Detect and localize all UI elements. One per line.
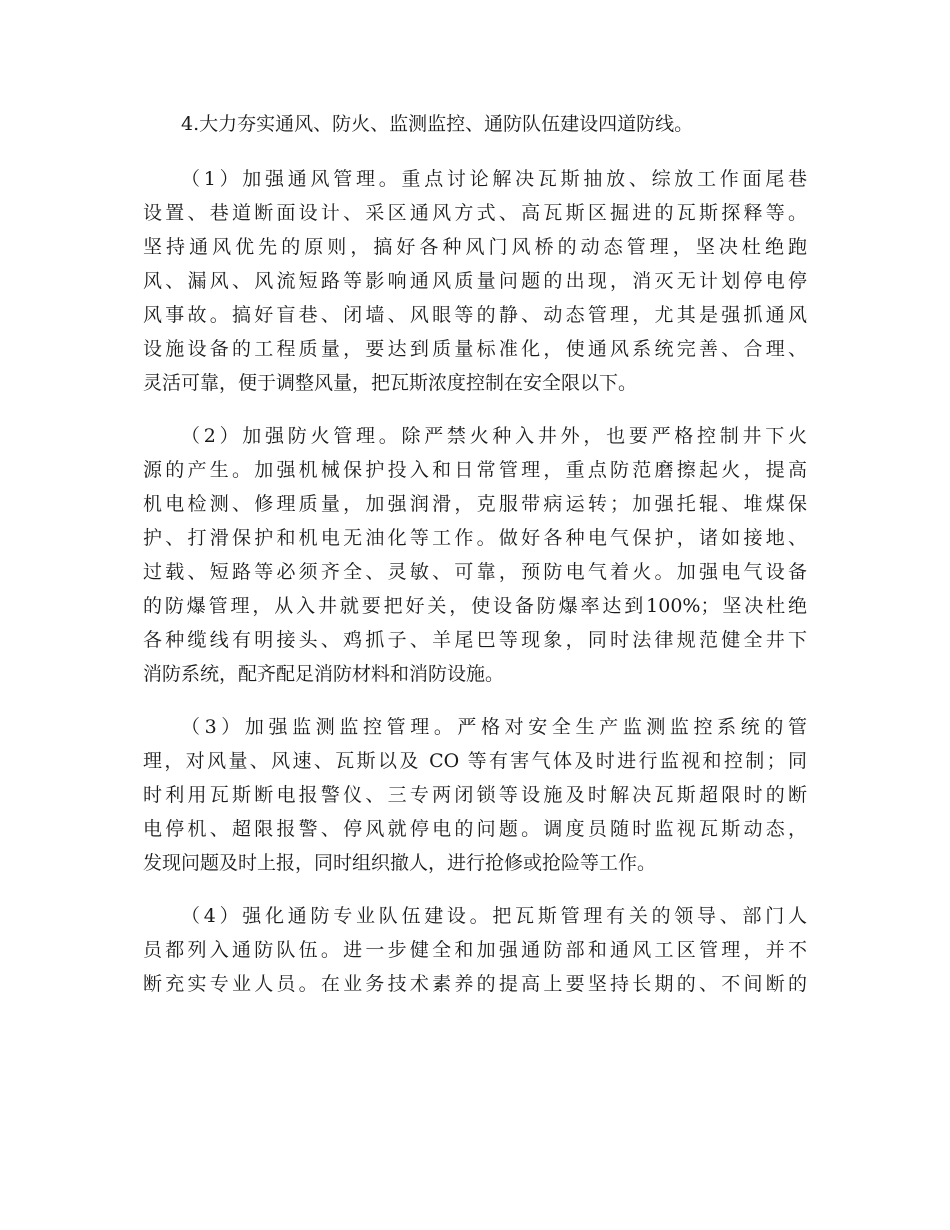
- paragraph-line: 坚持通风优先的原则，搞好各种风门风桥的动态管理，坚决杜绝跑: [143, 236, 807, 258]
- paragraph-line: （2）加强防火管理。除严禁火种入井外，也要严格控制井下火: [181, 425, 807, 447]
- paragraph-line: 风、漏风、风流短路等影响通风质量问题的出现，消灭无计划停电停: [143, 270, 807, 292]
- paragraph-line: （4）强化通防专业队伍建设。把瓦斯管理有关的领导、部门人: [181, 905, 807, 927]
- paragraph-line: 机电检测、修理质量，加强润滑，克服带病运转；加强托辊、堆煤保: [143, 493, 807, 515]
- paragraph-line: 员都列入通防队伍。进一步健全和加强通防部和通风工区管理，并不: [143, 939, 807, 961]
- section-heading: 4.大力夯实通风、防火、监测监控、通防队伍建设四道防线。: [181, 113, 694, 135]
- paragraph-list: [143, 162, 807, 1001]
- paragraph-line: 风事故。搞好盲巷、闭墙、风眼等的静、动态管理，尤其是强抓通风: [143, 304, 807, 326]
- paragraph-line: 消防系统，配齐配足消防材料和消防设施。: [143, 663, 505, 685]
- paragraph-line: 断充实专业人员。在业务技术素养的提高上要坚持长期的、不间断的: [143, 973, 807, 995]
- paragraph-line: 的防爆管理，从入井就要把好关，使设备防爆率达到100%；坚决杜绝: [143, 595, 807, 617]
- document-page: [143, 108, 807, 1020]
- paragraph-line: 设施设备的工程质量，要达到质量标准化，使通风系统完善、合理、: [143, 338, 807, 360]
- paragraph-line: 各种缆线有明接头、鸡抓子、羊尾巴等现象，同时法律规范健全井下: [143, 629, 807, 651]
- paragraph-line: （1）加强通风管理。重点讨论解决瓦斯抽放、综放工作面尾巷: [181, 168, 807, 190]
- paragraph: [143, 899, 807, 1001]
- paragraph: [143, 419, 807, 691]
- paragraph-line: 过载、短路等必须齐全、灵敏、可靠，预防电气着火。加强电气设备: [143, 561, 807, 583]
- paragraph-line: 护、打滑保护和机电无油化等工作。做好各种电气保护，诸如接地、: [143, 527, 807, 549]
- paragraph-line: 电停机、超限报警、停风就停电的问题。调度员随时监视瓦斯动态，: [143, 818, 807, 840]
- paragraph: [143, 710, 807, 880]
- paragraph-line: 理，对风量、风速、瓦斯以及 CO 等有害气体及时进行监视和控制；同: [143, 750, 807, 772]
- paragraph-line: （3）加强监测监控管理。严格对安全生产监测监控系统的管: [181, 716, 807, 738]
- paragraph-line: 设置、巷道断面设计、采区通风方式、高瓦斯区掘进的瓦斯探释等。: [143, 202, 807, 224]
- paragraph-line: 源的产生。加强机械保护投入和日常管理，重点防范磨擦起火，提高: [143, 459, 807, 481]
- paragraph: [143, 162, 807, 400]
- paragraph-line: 时利用瓦斯断电报警仪、三专两闭锁等设施及时解决瓦斯超限时的断: [143, 784, 807, 806]
- paragraph-line: 灵活可靠，便于调整风量，把瓦斯浓度控制在安全限以下。: [143, 372, 638, 394]
- paragraph-line: 发现问题及时上报，同时组织撤人，进行抢修或抢险等工作。: [143, 852, 657, 874]
